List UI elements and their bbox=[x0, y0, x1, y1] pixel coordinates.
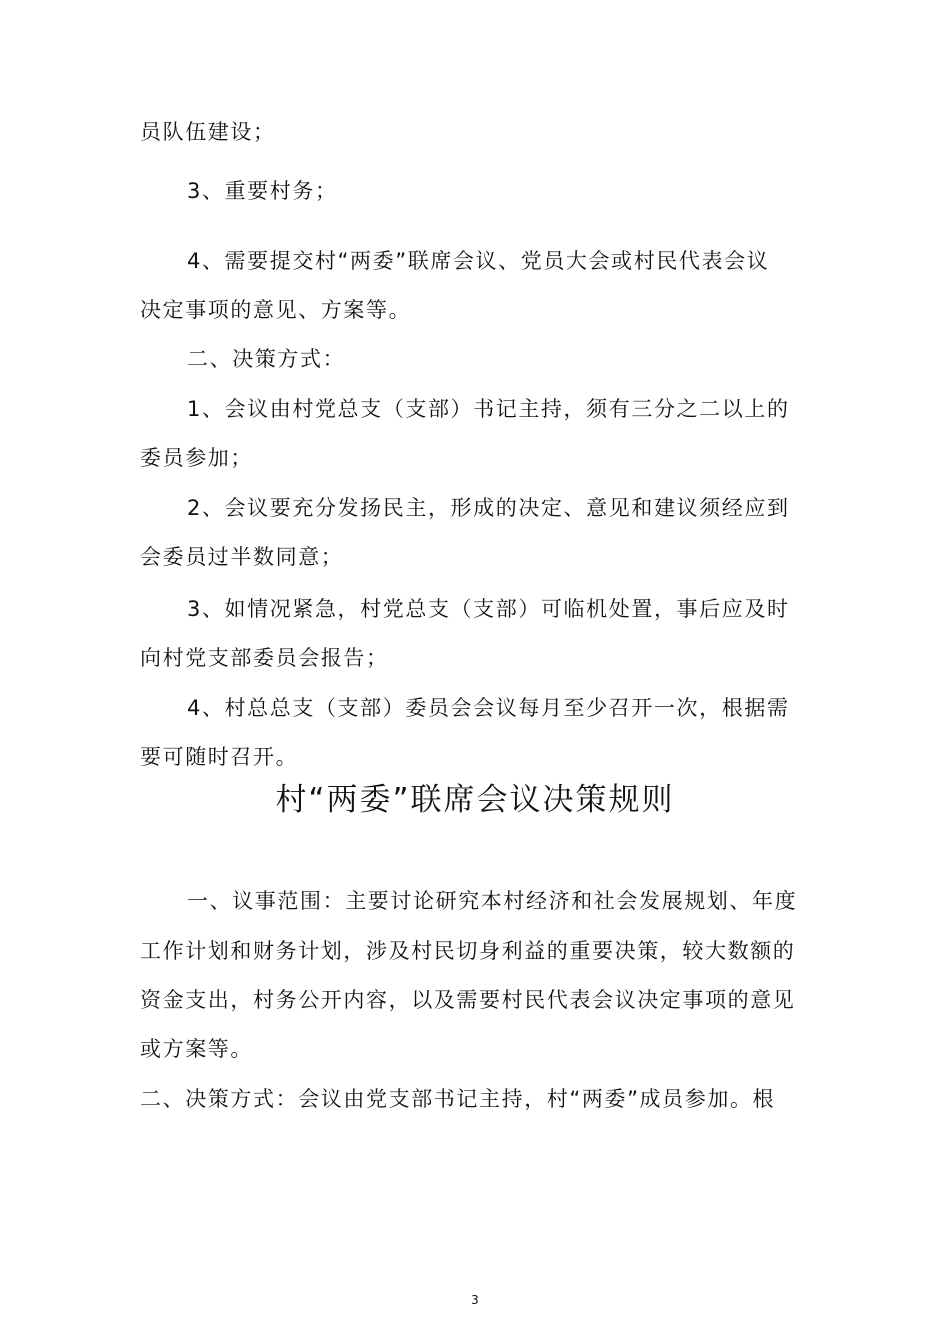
paragraph-line: 向村党支部委员会报告； bbox=[140, 646, 389, 670]
paragraph-line: 4、需要提交村“两委”联席会议、党员大会或村民代表会议 bbox=[187, 249, 770, 273]
paragraph-line: 3、重要村务； bbox=[187, 179, 338, 203]
paragraph-line: 2、会议要充分发扬民主，形成的决定、意见和建议须经应到 bbox=[187, 496, 790, 520]
paragraph-line: 工作计划和财务计划，涉及村民切身利益的重要决策，较大数额的 bbox=[140, 939, 796, 963]
paragraph-line: 二、决策方式：会议由党支部书记主持，村“两委”成员参加。根 bbox=[140, 1087, 776, 1111]
paragraph-line: 资金支出，村务公开内容，以及需要村民代表会议决定事项的意见 bbox=[140, 988, 796, 1012]
paragraph-line: 4、村总总支（支部）委员会会议每月至少召开一次，根据需 bbox=[187, 696, 790, 720]
document-title: 村“两委”联席会议决策规则 bbox=[275, 782, 675, 818]
paragraph-line: 决定事项的意见、方案等。 bbox=[140, 298, 412, 322]
paragraph-line: 1、会议由村党总支（支部）书记主持，须有三分之二以上的 bbox=[187, 397, 790, 421]
paragraph-line: 委员参加； bbox=[140, 446, 253, 470]
paragraph-line: 一、议事范围：主要讨论研究本村经济和社会发展规划、年度 bbox=[187, 889, 798, 913]
paragraph-line: 或方案等。 bbox=[140, 1037, 253, 1061]
paragraph-line: 员队伍建设； bbox=[140, 120, 276, 144]
paragraph-line: 二、决策方式： bbox=[187, 347, 346, 371]
paragraph-line: 要可随时召开。 bbox=[140, 745, 299, 769]
page-number: 3 bbox=[471, 1293, 479, 1307]
paragraph-line: 3、如情况紧急，村党总支（支部）可临机处置，事后应及时 bbox=[187, 597, 790, 621]
paragraph-line: 会委员过半数同意； bbox=[140, 545, 344, 569]
